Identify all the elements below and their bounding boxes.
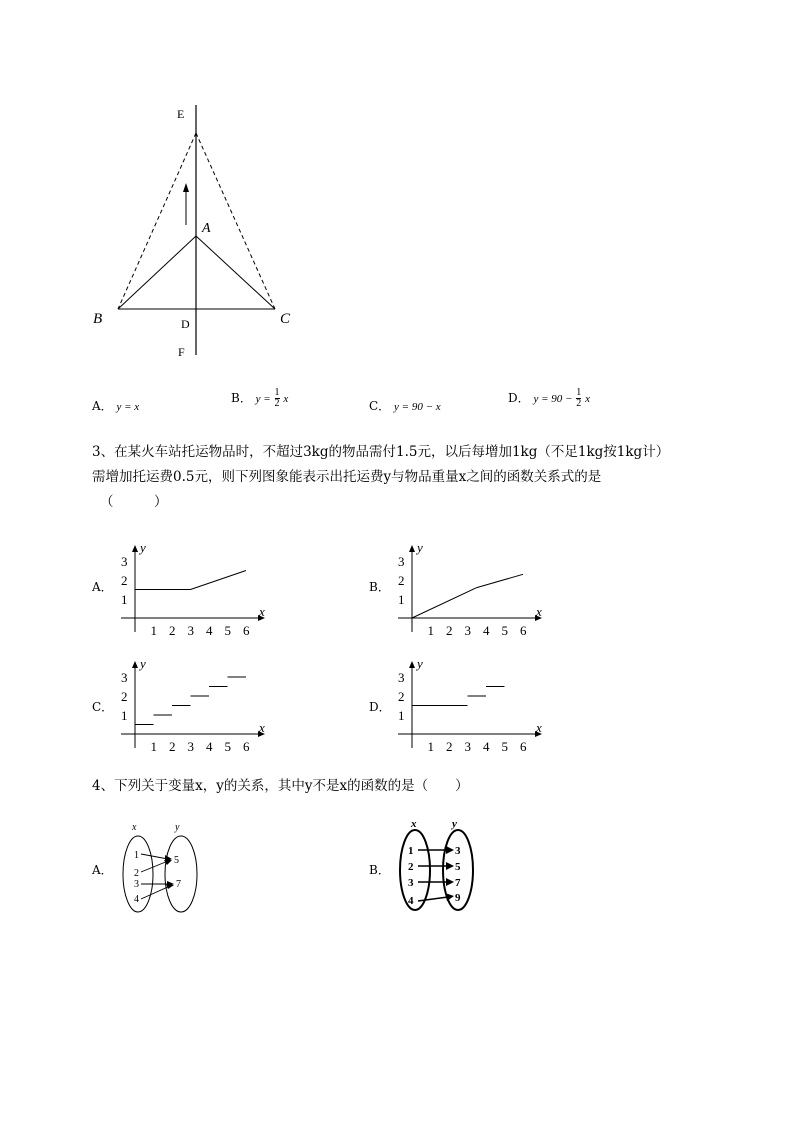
graph-b-letter[interactable]: B． [369, 580, 390, 594]
label-c: C [280, 311, 291, 327]
y-axis-label: y [417, 540, 423, 555]
mapping-diagram-a[interactable] [115, 818, 205, 918]
q2-option-d[interactable]: D． y = 90 − $\frac{1}{2}$ x [508, 387, 590, 409]
y-tick-label: 3 [121, 554, 128, 569]
q4-option-b-letter[interactable]: B． [369, 863, 390, 877]
option-letter: B． [231, 391, 252, 405]
fraction-half: $\frac{1}{2}$ [274, 387, 280, 409]
x-tick-label: 5 [224, 739, 231, 754]
svg-text:2: 2 [134, 868, 139, 879]
y-tick-label: 3 [398, 554, 405, 569]
q4-option-a-letter[interactable]: A． [92, 863, 113, 877]
x-tick-label: 2 [446, 623, 453, 638]
x-axis-label: x [259, 720, 265, 735]
x-tick-label: 1 [427, 739, 434, 754]
y-tick-label: 3 [398, 670, 405, 685]
set-y-label: y [175, 822, 180, 833]
x-tick-label: 3 [187, 623, 194, 638]
q3-line1: 3、在某火车站托运物品时，不超过3kg的物品需付1.5元，以后每增加1kg（不足1kg按1kg计） [92, 444, 670, 460]
x-tick-label: 2 [446, 739, 453, 754]
triangle-figure [85, 95, 315, 365]
svg-text:5: 5 [174, 855, 179, 866]
svg-text:9: 9 [455, 892, 461, 904]
x-tick-label: 2 [169, 623, 176, 638]
x-tick-label: 6 [243, 739, 250, 754]
q2-option-b[interactable]: B． y = $\frac{1}{2}$ x [231, 387, 289, 409]
x-tick-label: 6 [520, 739, 527, 754]
y-tick-label: 2 [398, 689, 405, 704]
graph-segment [412, 588, 477, 618]
y-tick-label: 1 [121, 592, 128, 607]
svg-text:3: 3 [408, 877, 414, 889]
x-tick-label: 5 [501, 739, 508, 754]
x-tick-label: 3 [464, 739, 471, 754]
svg-text:1: 1 [408, 845, 414, 857]
x-axis-label: x [259, 604, 265, 619]
graph-b[interactable] [392, 540, 552, 640]
question-3 [92, 440, 752, 515]
svg-text:5: 5 [455, 861, 461, 873]
svg-text:7: 7 [455, 877, 461, 889]
x-tick-label: 6 [520, 623, 527, 638]
x-axis-label: x [536, 720, 542, 735]
x-tick-label: 3 [187, 739, 194, 754]
x-tick-label: 4 [483, 623, 490, 638]
set-x-label: x [411, 818, 417, 830]
svg-text:3: 3 [134, 879, 139, 890]
x-tick-label: 6 [243, 623, 250, 638]
x-tick-label: 4 [206, 623, 213, 638]
label-e: E [177, 107, 185, 121]
y-axis-arrow-icon [409, 545, 415, 552]
question-4: 4、下列关于变量x，y的关系，其中y不是x的函数的是（ ） [92, 778, 469, 794]
label-a: A [202, 221, 211, 236]
option-letter: A． [92, 399, 113, 413]
graph-a-letter[interactable]: A． [92, 580, 113, 594]
x-tick-label: 5 [224, 623, 231, 638]
y-tick-label: 2 [121, 573, 128, 588]
svg-text:4: 4 [134, 894, 139, 905]
dashed-eb [118, 133, 196, 309]
fraction-half: $\frac{1}{2}$ [576, 387, 582, 409]
graph-a[interactable] [115, 540, 275, 640]
y-tick-label: 1 [121, 708, 128, 723]
segment-ab [118, 236, 196, 309]
svg-text:3: 3 [455, 845, 461, 857]
y-axis-arrow-icon [409, 661, 415, 668]
label-d: D [181, 317, 190, 331]
domain-ellipse [400, 830, 430, 910]
x-tick-label: 2 [169, 739, 176, 754]
x-tick-label: 1 [427, 623, 434, 638]
option-a-expr: y = x [116, 401, 140, 413]
y-tick-label: 2 [121, 689, 128, 704]
graph-c-letter[interactable]: C． [92, 700, 114, 714]
y-tick-label: 3 [121, 670, 128, 685]
option-c-expr: y = 90 − x [394, 401, 441, 413]
x-tick-label: 1 [150, 623, 157, 638]
graph-segment [477, 574, 523, 587]
x-tick-label: 5 [501, 623, 508, 638]
x-axis-label: x [536, 604, 542, 619]
set-y-label: y [452, 818, 457, 830]
q3-line2: 需增加托运费0.5元，则下列图象能表示出托运费y与物品重量x之间的函数关系式的是 [92, 469, 602, 485]
svg-text:2: 2 [408, 861, 414, 873]
x-tick-label: 3 [464, 623, 471, 638]
y-tick-label: 1 [398, 708, 405, 723]
graph-d[interactable] [392, 656, 552, 756]
y-axis-arrow-icon [132, 545, 138, 552]
answer-paren: （ ） [100, 494, 168, 510]
range-ellipse [165, 836, 197, 912]
mapping-diagram-b[interactable] [392, 815, 482, 915]
graph-segment [191, 571, 247, 590]
graph-c[interactable] [115, 656, 275, 756]
svg-text:4: 4 [408, 895, 414, 907]
option-letter: D． [508, 391, 530, 405]
label-f: F [178, 345, 185, 359]
y-axis-arrow-icon [132, 661, 138, 668]
x-tick-label: 4 [206, 739, 213, 754]
q2-option-c[interactable] [369, 397, 441, 414]
y-tick-label: 2 [398, 573, 405, 588]
x-tick-label: 1 [150, 739, 157, 754]
svg-text:7: 7 [176, 879, 181, 890]
x-tick-label: 4 [483, 739, 490, 754]
y-axis-label: y [140, 656, 146, 671]
segment-ac [196, 236, 275, 309]
y-tick-label: 1 [398, 592, 405, 607]
y-axis-label: y [140, 540, 146, 555]
q2-option-a[interactable] [92, 397, 139, 414]
option-letter: C． [369, 399, 391, 413]
set-x-label: x [132, 822, 137, 833]
label-b: B [93, 311, 103, 327]
graph-d-letter[interactable]: D． [369, 700, 391, 714]
svg-text:1: 1 [134, 850, 139, 861]
y-axis-label: y [417, 656, 423, 671]
